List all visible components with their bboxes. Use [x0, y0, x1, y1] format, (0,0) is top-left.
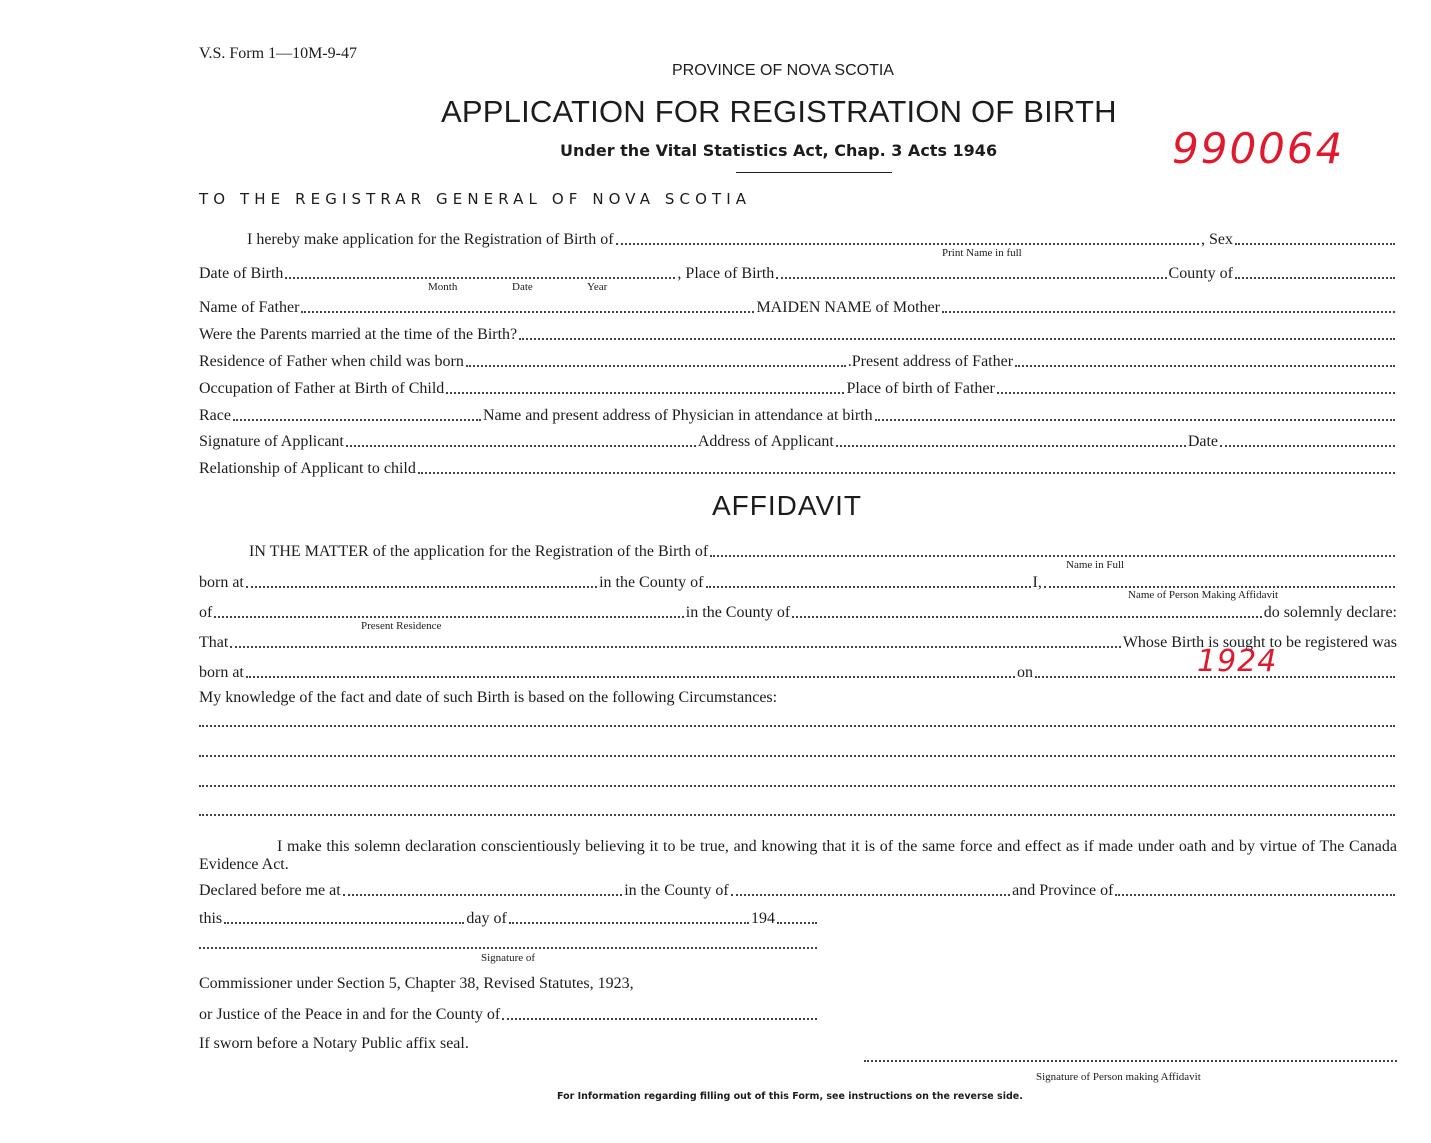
residence-father-field[interactable]: [466, 365, 846, 367]
affiant-signature-line[interactable]: [864, 1060, 1397, 1062]
i-label: I,: [1032, 574, 1042, 591]
whose-birth-label: Whose Birth is sought to be registered was: [1122, 634, 1397, 651]
of-label: of: [199, 604, 213, 621]
row-signature-applicant: [199, 431, 1397, 451]
county-of-label: County of: [1168, 265, 1233, 282]
province-heading: PROVINCE OF NOVA SCOTIA: [672, 62, 894, 79]
footer-note: For Information regarding filling out of this Form, see instructions on the reverse side.: [557, 1091, 1023, 1102]
place-of-birth-label: , Place of Birth: [677, 265, 775, 282]
date-of-birth-field[interactable]: [285, 277, 675, 279]
present-residence-hint: Present Residence: [361, 620, 442, 632]
row-justice: [199, 1004, 819, 1024]
date-label: Date: [1187, 433, 1219, 450]
maiden-name-label: MAIDEN NAME of Mother: [756, 299, 940, 316]
physician-label: Name and present address of Physician in attendance at birth: [482, 407, 873, 424]
relationship-label: Relationship of Applicant to child: [199, 460, 416, 477]
in-county-label: in the County of: [599, 574, 704, 591]
born-at-field[interactable]: [246, 586, 597, 588]
declared-at-field[interactable]: [343, 894, 623, 896]
parents-married-field[interactable]: [519, 338, 1395, 340]
row-date-place: [199, 263, 1397, 283]
title-underline: [736, 172, 892, 173]
parents-married-label: Were the Parents married at the time of the Birth?: [199, 326, 518, 343]
month-field[interactable]: [509, 922, 749, 924]
print-name-hint: Print Name in full: [942, 247, 1022, 259]
maiden-name-field[interactable]: [942, 311, 1395, 313]
name-in-full-hint: Name in Full: [1066, 559, 1125, 571]
row-declared-before: [199, 880, 1397, 900]
matter-label: IN THE MATTER of the application for the Registration of the Birth of: [249, 543, 709, 560]
place-birth-father-label: Place of birth of Father: [846, 380, 995, 397]
circumstances-line-1[interactable]: [199, 711, 1397, 731]
province-field[interactable]: [1115, 894, 1395, 896]
day-field[interactable]: [224, 922, 464, 924]
race-label: Race: [199, 407, 231, 424]
form-subtitle: Under the Vital Statistics Act, Chap. 3 Acts 1946: [560, 141, 998, 160]
signature-applicant-field[interactable]: [346, 445, 696, 447]
born-county-field[interactable]: [706, 586, 1031, 588]
circumstances-line-3[interactable]: [199, 771, 1397, 791]
commissioner-text: Commissioner under Section 5, Chapter 38, Revised Statutes, 1923,: [199, 975, 634, 992]
physician-field[interactable]: [875, 419, 1395, 421]
addressee: TO THE REGISTRAR GENERAL OF NOVA SCOTIA: [199, 190, 752, 208]
place-birth-father-field[interactable]: [997, 392, 1395, 394]
year-hint: Year: [587, 281, 608, 293]
relationship-field[interactable]: [418, 472, 1395, 474]
row-parents-married: [199, 324, 1397, 344]
signature-person-hint: Signature of Person making Affidavit: [1036, 1071, 1201, 1083]
row-of-residence: [199, 602, 1397, 622]
father-name-field[interactable]: [301, 311, 754, 313]
year-194-label: 194: [751, 910, 775, 927]
and-province-label: and Province of: [1012, 882, 1114, 899]
date-of-birth-label: Date of Birth: [199, 265, 284, 282]
born-at-2-field[interactable]: [246, 676, 1015, 678]
born-at-2-label: born at: [199, 664, 244, 681]
month-hint: Month: [428, 281, 458, 293]
circumstances-line-2[interactable]: [199, 741, 1397, 761]
row-this-day: [199, 908, 819, 928]
declared-county-field[interactable]: [731, 894, 1011, 896]
row-applicant-name: [199, 229, 1397, 249]
declared-before-label: Declared before me at: [199, 882, 341, 899]
signature-applicant-label: Signature of Applicant: [199, 433, 344, 450]
address-applicant-field[interactable]: [836, 445, 1186, 447]
justice-label: or Justice of the Peace in and for the County of: [199, 1006, 501, 1023]
county-field[interactable]: [1235, 277, 1395, 279]
name-person-affidavit-hint: Name of Person Making Affidavit: [1128, 589, 1279, 601]
date-hint: Date: [512, 281, 533, 293]
intro-label: I hereby make application for the Registration of Birth of: [247, 231, 614, 248]
signature-of-hint: Signature of: [481, 952, 536, 964]
date-field[interactable]: [1220, 445, 1395, 447]
handwritten-registration-number: 990064: [1172, 124, 1345, 173]
row-occupation: [199, 378, 1397, 398]
residence-county-field[interactable]: [792, 616, 1261, 618]
declaration-text: I make this solemn declaration conscientiously believing it to be true, and knowing that it is of the same force and effect as if made under oath and by virtue of The Canada Evidence Act.: [199, 838, 1397, 873]
row-matter: [199, 541, 1397, 561]
justice-county-field[interactable]: [502, 1018, 817, 1020]
row-parents-names: [199, 297, 1397, 317]
in-county-3-label: in the County of: [624, 882, 729, 899]
residence-father-label: Residence of Father when child was born: [199, 353, 464, 370]
address-applicant-label: Address of Applicant: [697, 433, 834, 450]
row-residence: [199, 351, 1397, 371]
row-relationship: [199, 458, 1397, 478]
occupation-father-field[interactable]: [446, 392, 844, 394]
affiant-name-field[interactable]: [1044, 586, 1395, 588]
form-code: V.S. Form 1—10M-9-47: [199, 45, 357, 62]
place-of-birth-field[interactable]: [776, 277, 1166, 279]
row-race-physician: [199, 405, 1397, 425]
knowledge-label: My knowledge of the fact and date of such Birth is based on the following Circumstances:: [199, 689, 778, 706]
matter-name-field[interactable]: [710, 555, 1395, 557]
sex-label: , Sex: [1201, 231, 1233, 248]
that-label: That: [199, 634, 229, 651]
present-address-father-label: .Present address of Father: [847, 353, 1014, 370]
present-address-father-field[interactable]: [1015, 365, 1395, 367]
child-name-field[interactable]: [616, 243, 1199, 245]
sex-field[interactable]: [1235, 243, 1395, 245]
day-of-label: day of: [466, 910, 507, 927]
in-county-2-label: in the County of: [685, 604, 791, 621]
occupation-father-label: Occupation of Father at Birth of Child: [199, 380, 445, 397]
on-label: on: [1017, 664, 1033, 681]
year-field[interactable]: [777, 922, 817, 924]
affidavit-heading: AFFIDAVIT: [712, 490, 863, 521]
father-name-label: Name of Father: [199, 299, 300, 316]
that-field[interactable]: [230, 646, 1121, 648]
commissioner-signature-line[interactable]: [199, 933, 819, 953]
race-field[interactable]: [233, 419, 481, 421]
born-at-label: born at: [199, 574, 244, 591]
handwritten-birth-year: 1924: [1197, 644, 1278, 679]
circumstances-line-4[interactable]: [199, 800, 1397, 820]
this-label: this: [199, 910, 223, 927]
form-title: APPLICATION FOR REGISTRATION OF BIRTH: [441, 94, 1117, 129]
solemnly-declare-label: do solemnly declare:: [1263, 604, 1397, 621]
notary-text: If sworn before a Notary Public affix seal.: [199, 1035, 469, 1052]
residence-field[interactable]: [214, 616, 683, 618]
